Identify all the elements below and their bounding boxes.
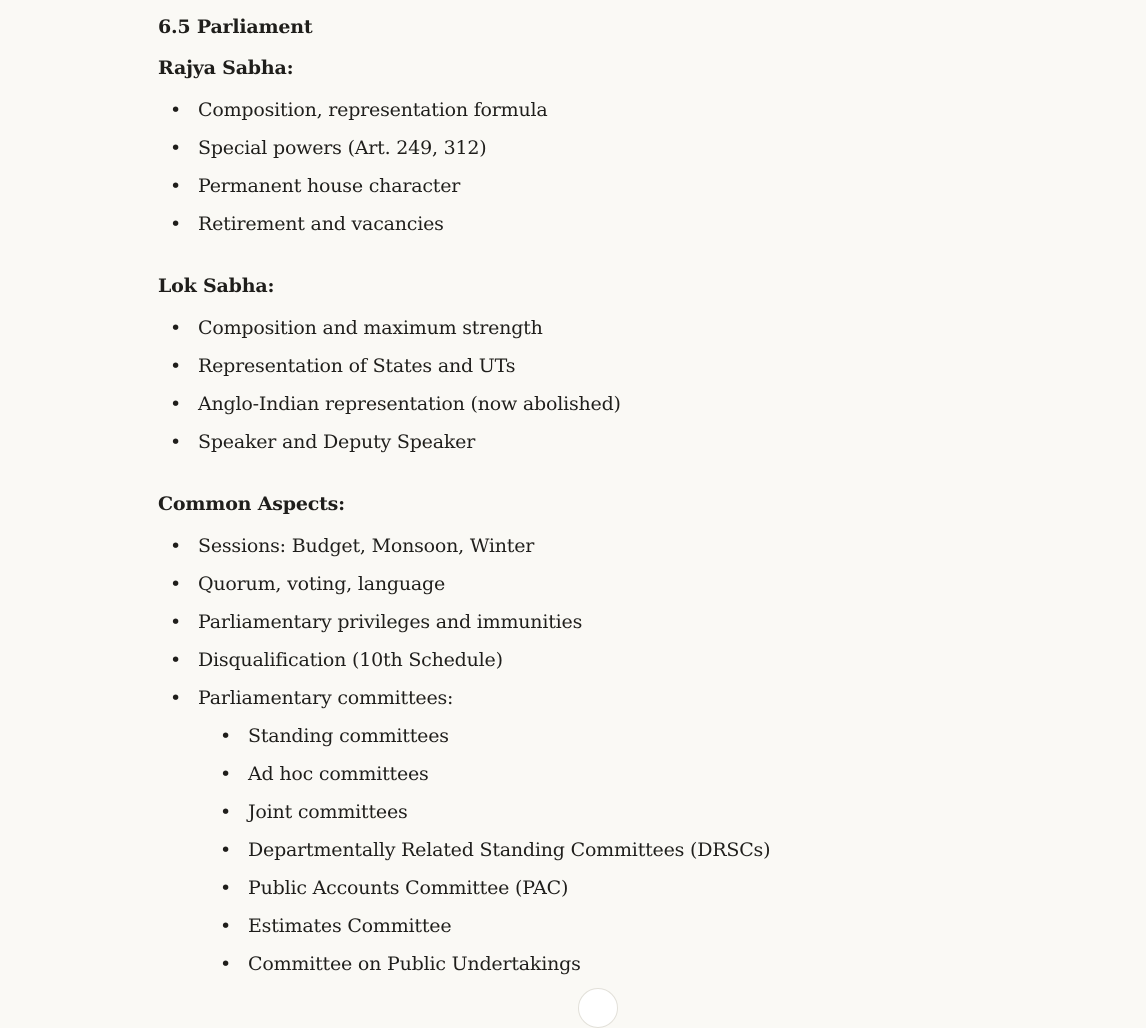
list-item-text: Quorum, voting, language — [198, 573, 446, 595]
bullet-icon: • — [170, 573, 182, 595]
bullet-icon: • — [170, 137, 182, 159]
scroll-to-bottom-button[interactable] — [578, 988, 618, 1028]
list-item — [170, 347, 1058, 385]
list-item-text: Standing committees — [248, 725, 449, 747]
bullet-icon: • — [170, 687, 182, 709]
lok-sabha-heading: Lok Sabha: — [158, 275, 275, 297]
bullet-icon: • — [170, 535, 182, 557]
lok-sabha-list — [170, 309, 1058, 461]
bullet-icon: • — [170, 317, 182, 339]
committees-list — [220, 717, 1058, 983]
bullet-icon: • — [220, 915, 232, 937]
list-item — [170, 423, 1058, 461]
bullet-icon: • — [220, 725, 232, 747]
list-item — [170, 309, 1058, 347]
list-item-text: Composition, representation formula — [198, 99, 548, 121]
bullet-icon: • — [220, 877, 232, 899]
bullet-icon: • — [220, 801, 232, 823]
bullet-icon: • — [170, 393, 182, 415]
list-item — [170, 205, 1058, 243]
list-item-text: Representation of States and UTs — [198, 355, 516, 377]
common-aspects-list — [170, 527, 1058, 983]
bullet-icon: • — [170, 611, 182, 633]
list-item — [170, 527, 1058, 565]
list-item — [220, 717, 1058, 755]
list-item — [170, 603, 1058, 641]
list-item-text: Parliamentary committees: — [198, 687, 454, 709]
bullet-icon: • — [170, 99, 182, 121]
list-item-text: Public Accounts Committee (PAC) — [248, 877, 569, 899]
list-item — [170, 565, 1058, 603]
list-item-text: Permanent house character — [198, 175, 461, 197]
list-item — [220, 945, 1058, 983]
list-item-text: Anglo-Indian representation (now abolished) — [198, 393, 621, 415]
list-item — [220, 793, 1058, 831]
bullet-icon: • — [220, 763, 232, 785]
list-item — [170, 91, 1058, 129]
list-item — [170, 679, 1058, 983]
bullet-icon: • — [220, 839, 232, 861]
list-item-text: Disqualification (10th Schedule) — [198, 649, 503, 671]
list-item-text: Estimates Committee — [248, 915, 452, 937]
list-item-text: Special powers (Art. 249, 312) — [198, 137, 487, 159]
list-item-text: Parliamentary privileges and immunities — [198, 611, 583, 633]
bullet-icon: • — [170, 431, 182, 453]
list-item — [220, 907, 1058, 945]
list-item — [170, 641, 1058, 679]
list-item-text: Committee on Public Undertakings — [248, 953, 581, 975]
list-item — [170, 385, 1058, 423]
list-item-text: Departmentally Related Standing Committees (DRSCs) — [248, 839, 771, 861]
list-item-text: Ad hoc committees — [248, 763, 429, 785]
list-item-text: Joint committees — [248, 801, 408, 823]
document-content — [158, 14, 1058, 983]
bullet-icon: • — [220, 953, 232, 975]
rajya-sabha-list — [170, 91, 1058, 243]
section-title: 6.5 Parliament — [158, 16, 313, 38]
list-item — [220, 831, 1058, 869]
bullet-icon: • — [170, 213, 182, 235]
bullet-icon: • — [170, 355, 182, 377]
common-aspects-heading: Common Aspects: — [158, 493, 345, 515]
list-item — [220, 755, 1058, 793]
list-item-text: Sessions: Budget, Monsoon, Winter — [198, 535, 535, 557]
bullet-icon: • — [170, 175, 182, 197]
list-item — [170, 129, 1058, 167]
list-item-text: Retirement and vacancies — [198, 213, 444, 235]
bullet-icon: • — [170, 649, 182, 671]
list-item — [170, 167, 1058, 205]
rajya-sabha-heading: Rajya Sabha: — [158, 57, 294, 79]
list-item-text: Speaker and Deputy Speaker — [198, 431, 476, 453]
list-item — [220, 869, 1058, 907]
list-item-text: Composition and maximum strength — [198, 317, 543, 339]
